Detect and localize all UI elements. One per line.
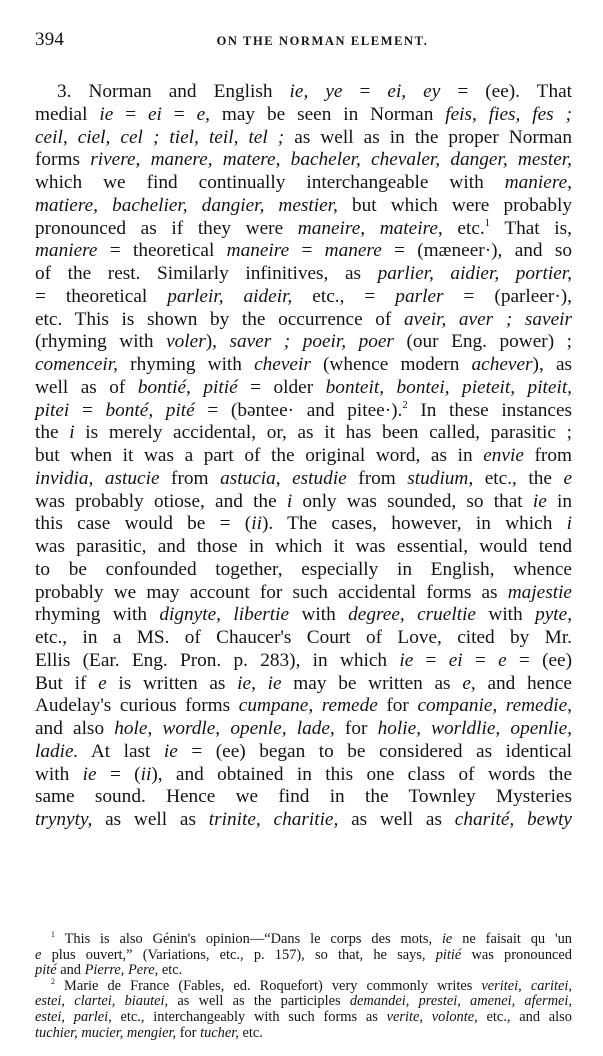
italic-term: ie <box>99 103 114 125</box>
text-run: = theoretical <box>35 285 168 307</box>
text-run: But if <box>35 672 99 694</box>
footnote-line <box>35 1010 572 1026</box>
text-run: with <box>476 604 536 626</box>
text-run: = (ee). That <box>440 81 573 102</box>
italic-term: envie <box>483 445 524 466</box>
text-run: etc., interchangeably with such forms as <box>111 1008 387 1025</box>
text-run: in <box>546 490 572 512</box>
footnote-line <box>35 1026 572 1042</box>
text-line <box>35 218 572 241</box>
text-run: (rhyming with <box>35 331 167 353</box>
text-run: but which were probably <box>337 194 572 216</box>
italic-term: bonté, pité <box>105 399 195 421</box>
text-run: etc. <box>442 217 485 239</box>
text-run: etc., in a MS. of Chaucer's Court of Love, cited by Mr. <box>35 627 572 648</box>
text-run: rhyming with <box>35 604 160 626</box>
text-run: as well as in the proper Norman <box>284 126 572 148</box>
text-run: for <box>377 695 418 717</box>
text-run: and also <box>35 718 115 739</box>
text-line <box>35 309 572 332</box>
italic-term: companie, remedie, <box>417 695 572 717</box>
italic-term: estei, clartei, biautei, <box>35 993 169 1010</box>
italic-term: ladie. <box>35 740 79 762</box>
text-run: with <box>35 763 83 785</box>
italic-term: e <box>35 946 42 963</box>
text-line <box>35 263 572 286</box>
italic-term: ie, ye <box>289 81 343 102</box>
italic-term: pitié <box>435 946 462 963</box>
text-line <box>35 354 572 377</box>
text-run: Ellis (Ear. Eng. Pron. p. 283), in which <box>35 649 400 671</box>
italic-term: trinite, charitie, <box>208 809 339 830</box>
text-run: ), and obtained in this one class of words the <box>151 763 573 785</box>
footnote-line <box>35 994 572 1010</box>
italic-term: trynyty, <box>35 809 93 830</box>
italic-term: studium, <box>407 467 474 489</box>
text-run: which we find continually interchangeable with <box>35 172 505 193</box>
italic-term: pyte, <box>535 604 573 626</box>
italic-term: verite, volonte, <box>386 1008 478 1025</box>
italic-term: ie <box>399 649 414 671</box>
italic-term: cheveir <box>254 354 311 375</box>
text-run: only was sounded, so that <box>292 490 533 512</box>
text-run: = older <box>237 376 326 398</box>
text-run: from <box>159 467 221 489</box>
text-run: = <box>342 81 388 102</box>
text-run: = (bəntee· and pitee·). <box>194 399 403 421</box>
italic-term: ie <box>441 931 453 947</box>
text-line <box>35 127 572 150</box>
italic-term: astucia, estudie <box>220 467 347 489</box>
italic-term: ie, ie <box>237 672 282 694</box>
italic-term: dignyte, libertie <box>159 604 290 626</box>
text-line <box>35 172 572 195</box>
italic-term: i <box>286 490 293 512</box>
text-run: pronounced as if they were <box>35 217 298 239</box>
italic-term: maniere, <box>504 172 572 193</box>
text-run: for <box>176 1024 201 1041</box>
text-run: This is also Génin's opinion—“Dans le corps des mots, <box>54 931 442 947</box>
italic-term: ei, ey <box>387 81 441 102</box>
text-line <box>35 377 572 400</box>
text-line <box>35 536 572 559</box>
text-line <box>35 673 572 696</box>
italic-term: ie <box>82 763 97 785</box>
italic-term: comenceir, <box>35 354 118 375</box>
text-run: = (mæneer·), and so <box>381 240 572 262</box>
text-line <box>35 513 572 536</box>
text-run: is written as <box>106 672 238 694</box>
italic-term: parler <box>395 285 444 307</box>
text-line <box>35 809 572 832</box>
footnote-marker: 1 <box>484 217 491 229</box>
italic-term: holie, worldlie, openlie, <box>377 718 572 739</box>
italic-term: estei, parlei, <box>35 1008 112 1025</box>
text-line <box>35 400 572 423</box>
footnote-line <box>35 948 572 964</box>
text-run: with <box>289 604 349 626</box>
italic-term: manere <box>324 240 382 262</box>
footnote-marker: 2 <box>402 399 408 411</box>
text-run: = ( <box>96 763 141 785</box>
italic-term: e <box>196 103 206 125</box>
footnote-marker: 1 <box>51 930 55 940</box>
text-run: as well as <box>338 809 455 830</box>
text-line <box>35 195 572 218</box>
italic-term: ii <box>140 763 152 785</box>
text-run: (our Eng. power) ; <box>393 331 572 353</box>
italic-term: parleir, aideir, <box>167 285 293 307</box>
text-run: plus ouvert,” (Variations, etc., p. 157), so that, he says, <box>41 946 436 963</box>
text-run: ne faisait qu 'un <box>452 931 572 947</box>
italic-term: degree, crueltie <box>348 604 476 626</box>
text-run: forms <box>35 149 91 171</box>
text-line <box>35 741 572 764</box>
italic-term: matiere, bachelier, dangier, mestier, <box>35 194 338 216</box>
text-line <box>35 445 572 468</box>
text-run: well as of <box>35 376 138 398</box>
italic-term: maniere <box>35 240 98 262</box>
text-run: of the rest. Similarly infinitives, as <box>35 263 378 284</box>
italic-term: rivere, manere, matere, bacheler, chevaler, danger, mester, <box>90 149 572 171</box>
italic-term: voler <box>166 331 206 353</box>
italic-term: i <box>69 422 75 444</box>
text-run: was pronounced <box>461 946 572 963</box>
text-run: = <box>462 649 499 671</box>
text-run: etc. <box>238 1024 263 1041</box>
text-run: and <box>56 962 85 979</box>
italic-term: ie <box>532 490 547 512</box>
text-run: ), as <box>532 354 573 375</box>
italic-term: e <box>498 649 507 671</box>
italic-term: cumpane, remede <box>238 695 378 717</box>
text-run: etc. This is shown by the occurrence of <box>35 308 404 330</box>
running-title: ON THE NORMAN ELEMENT. <box>216 34 429 48</box>
footnote-line <box>35 976 572 995</box>
italic-term: maneire <box>226 240 290 262</box>
text-line <box>35 718 572 741</box>
text-run: = <box>289 240 325 262</box>
text-run: etc., = <box>292 285 396 307</box>
text-line <box>35 491 572 514</box>
text-run: ). The cases, however, in which <box>261 513 567 535</box>
text-run: = <box>161 103 197 125</box>
text-line <box>35 695 572 718</box>
italic-term: demandei, prestei, amenei, afermei, <box>349 993 572 1010</box>
text-run: may be written as <box>281 672 463 694</box>
italic-term: bontié, pitié <box>137 376 238 398</box>
footnote-line <box>35 963 572 979</box>
italic-term: ei <box>147 103 162 125</box>
page-header <box>35 28 572 52</box>
text-run: rhyming with <box>117 354 255 375</box>
italic-term: e <box>98 672 107 694</box>
text-line <box>35 104 572 127</box>
italic-term: e <box>563 467 573 489</box>
italic-term: ceil, ciel, cel ; tiel, teil, tel ; <box>35 126 285 148</box>
text-run: Marie de France (Fables, ed. Roquefort) very commonly writes <box>54 977 482 994</box>
text-run: = <box>69 399 106 421</box>
italic-term: hole, wordle, openle, lade, <box>114 718 335 739</box>
text-line <box>35 786 572 809</box>
text-run: from <box>523 445 572 466</box>
italic-term: tuchier, mucier, mengier, <box>35 1024 177 1041</box>
italic-term: ei <box>448 649 463 671</box>
italic-term: tucher, <box>200 1024 239 1041</box>
italic-term: feis, fies, fes ; <box>445 103 572 125</box>
text-run: = (parleer·), <box>443 285 572 307</box>
page-number: 394 <box>35 29 65 50</box>
italic-term: ii <box>251 513 262 535</box>
text-run: as well as <box>92 809 209 830</box>
italic-term: Pierre, Pere, <box>84 962 159 979</box>
text-run: medial <box>35 103 100 125</box>
italic-term: charité, bewty <box>454 809 572 830</box>
text-run: = (ee) <box>506 649 573 671</box>
text-run: this case would be = ( <box>35 513 252 535</box>
main-text <box>35 81 572 832</box>
text-line <box>35 604 572 627</box>
text-line <box>35 149 572 172</box>
italic-term: achever <box>471 354 533 375</box>
text-line <box>35 764 572 787</box>
italic-term: maneire, mateire, <box>297 217 443 239</box>
text-line <box>35 627 572 650</box>
text-run: for <box>334 718 378 739</box>
italic-term: e, <box>462 672 476 694</box>
text-line <box>35 422 572 445</box>
text-run: 3. Norman and English <box>57 81 290 102</box>
text-run: In these instances <box>407 399 573 421</box>
text-run: ), <box>205 331 230 353</box>
text-run: probably we may account for such accidental forms as <box>35 581 508 603</box>
text-run: but when it was a part of the original word, as in <box>35 445 484 466</box>
italic-term: veritei, caritei, <box>481 977 572 994</box>
italic-term: parlier, aidier, portier, <box>377 263 572 284</box>
footnotes <box>35 932 572 1041</box>
text-run: = <box>113 103 148 125</box>
text-run: = <box>413 649 449 671</box>
italic-term: saver ; poeir, poer <box>229 331 394 353</box>
text-run: from <box>346 467 408 489</box>
text-run: etc., the <box>473 467 564 489</box>
text-run: same sound. Hence we find in the Townley Mysteries <box>35 786 572 808</box>
italic-term: bonteit, bontei, pieteit, piteit, <box>325 376 573 398</box>
italic-term: pité <box>35 962 57 979</box>
text-run: etc., and also <box>477 1008 572 1025</box>
text-run: is merely accidental, or, as it has been called, parasitic ; <box>74 422 572 444</box>
text-run: (whence modern <box>310 354 472 375</box>
text-run: to be confounded together, especially in English, whence <box>35 558 572 580</box>
text-line <box>35 468 572 491</box>
text-run: and hence <box>475 672 572 694</box>
italic-term: i <box>566 513 572 535</box>
text-run: = theoretical <box>97 240 227 262</box>
text-run: , may be seen in Norman <box>205 103 446 125</box>
text-run: Audelay's curious forms <box>35 695 239 717</box>
text-run: was probably otiose, and the <box>35 490 287 512</box>
footnote-line <box>35 932 572 948</box>
text-run: At last <box>78 740 164 762</box>
text-line <box>35 582 572 605</box>
italic-term: majestie <box>507 581 572 603</box>
text-run: = (ee) began to be considered as identical <box>177 740 572 762</box>
text-line <box>35 331 572 354</box>
text-line <box>35 81 572 104</box>
text-run: as well as the participles <box>168 993 350 1010</box>
italic-term: ie <box>163 740 178 762</box>
italic-term: aveir, aver ; saveir <box>403 308 572 330</box>
italic-term: invidia, astucie <box>35 467 160 489</box>
footnote-marker: 2 <box>51 976 55 986</box>
italic-term: pitei <box>35 399 70 421</box>
text-line <box>35 650 572 673</box>
text-line <box>35 240 572 263</box>
text-line <box>35 559 572 582</box>
text-line <box>35 286 572 309</box>
text-run: etc. <box>158 962 183 979</box>
text-run: was parasitic, and those in which it was essential, would tend <box>35 536 572 557</box>
text-run: the <box>35 422 70 444</box>
text-run: That is, <box>490 217 572 239</box>
